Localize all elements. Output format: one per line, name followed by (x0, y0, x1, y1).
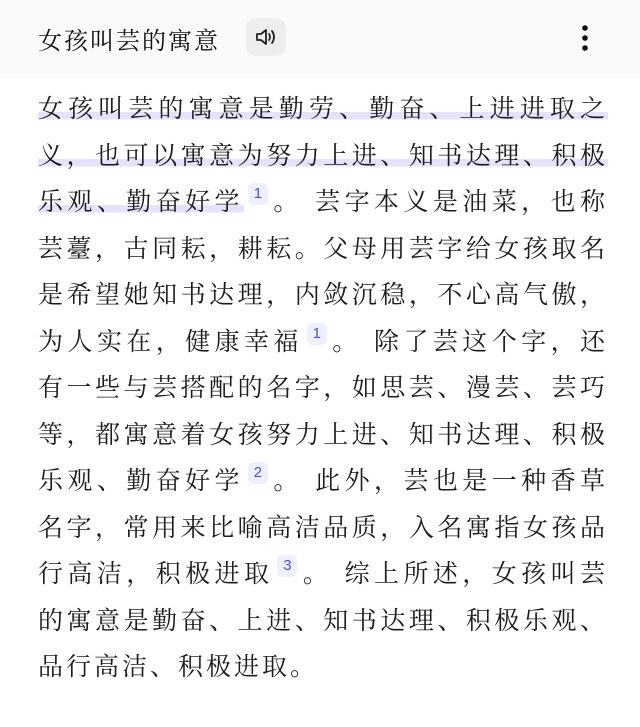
paragraph-text: 。 综上所述，女孩叫芸的寓意是勤奋、上进、知书达理、积极乐观、品行高洁、积极进取。 (38, 559, 608, 681)
paragraph-text: 。 除了芸这个字，还有一些与芸搭配的名字，如思芸、漫芸、芸巧等，都寓意着女孩努力上进、知书达理、积极乐观、勤奋好学 (38, 326, 608, 495)
speaker-icon (254, 26, 278, 48)
citation-badge[interactable]: 1 (248, 183, 268, 205)
more-options-button[interactable] (568, 18, 602, 58)
citation-badge[interactable]: 3 (277, 555, 297, 577)
paragraph-text: 。 此外，芸也是一种香草名字，常用来比喻高洁品质，入名寓指女孩品行高洁，积极进取 (38, 466, 608, 588)
read-aloud-button[interactable] (246, 18, 286, 56)
top-bar (0, 0, 640, 78)
paragraph-text: 。 芸字本义是油菜，也称芸薹，古同耘，耕耘。父母用芸字给女孩取名是希望她知书达理，内敛沉稳，不心高气傲，为人实在，健康幸福 (38, 187, 608, 356)
answer-text (38, 86, 608, 691)
highlighted-sentence: 女孩叫芸的寓意是勤劳、勤奋、上进进取之义，也可以寓意为努力上进、知书达理、积极乐观、勤奋好学 (38, 94, 608, 216)
citation-badge[interactable]: 1 (307, 323, 327, 345)
more-vertical-icon (580, 23, 590, 53)
page-title: 女孩叫芸的寓意 (38, 26, 220, 55)
citation-badge[interactable]: 2 (248, 462, 268, 484)
